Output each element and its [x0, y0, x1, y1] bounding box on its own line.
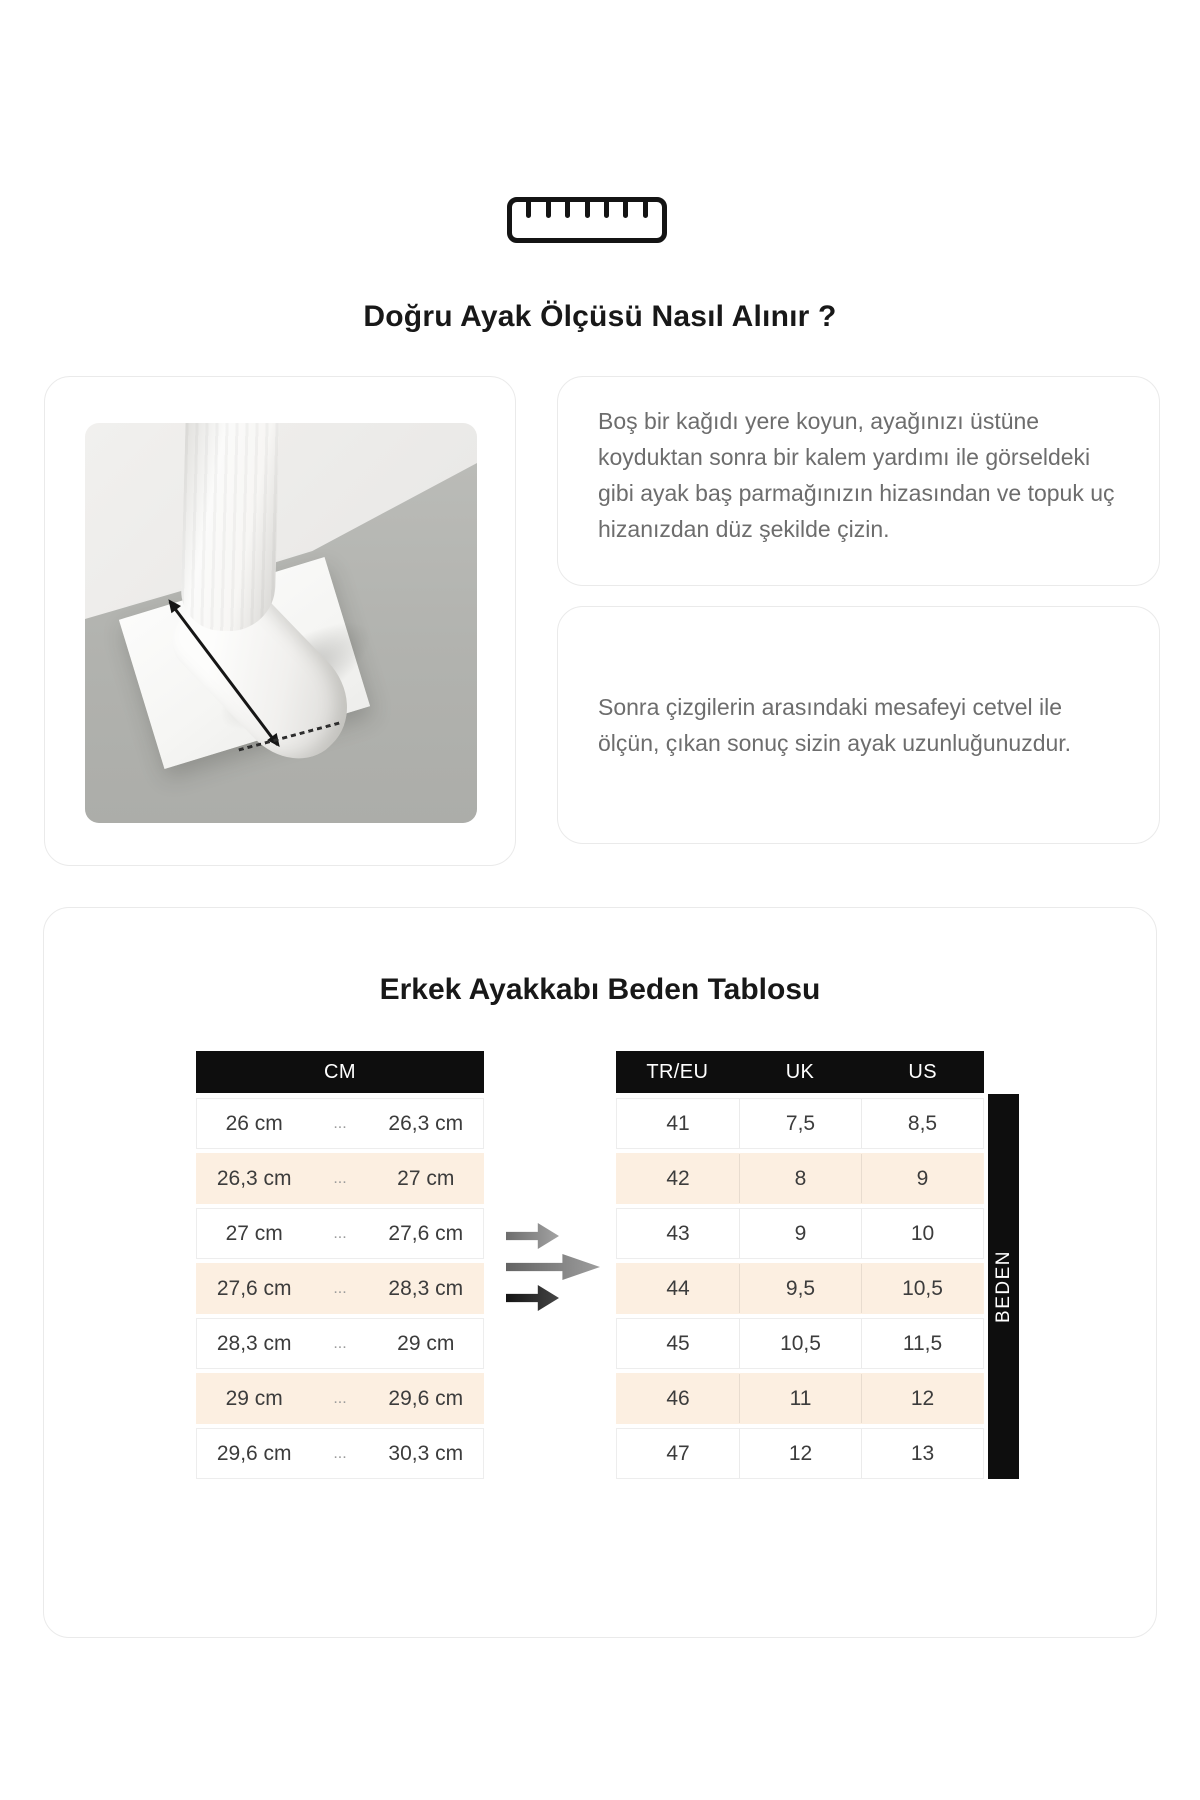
size-uk-value: 11 — [739, 1374, 861, 1423]
size-treu-value: 46 — [666, 1386, 690, 1410]
size-chart-card — [43, 907, 1157, 1638]
size-treu-value: 42 — [666, 1166, 690, 1190]
cm-from-value: 27,6 cm — [216, 1276, 292, 1300]
ruler-tick — [585, 202, 590, 218]
ruler-tick — [565, 202, 570, 218]
cm-separator: ... — [333, 1224, 347, 1242]
size-us-value: 12 — [861, 1374, 983, 1423]
cm-separator: ... — [333, 1444, 347, 1462]
size-us-value: 10 — [861, 1209, 983, 1258]
size-header-us: US — [908, 1060, 937, 1083]
cm-from-value: 26 cm — [225, 1111, 283, 1135]
cm-separator: ... — [333, 1279, 347, 1297]
size-table-row — [616, 1263, 984, 1314]
cm-from-value: 28,3 cm — [216, 1331, 292, 1355]
cm-table — [196, 1051, 484, 1483]
size-table-row — [616, 1098, 984, 1149]
size-header-uk: UK — [785, 1060, 815, 1083]
cm-to-value: 27 cm — [397, 1166, 455, 1190]
ruler-icon — [507, 197, 667, 243]
beden-label: BEDEN — [992, 1250, 1014, 1323]
size-treu-value: 45 — [666, 1331, 690, 1355]
size-us-value: 9 — [861, 1154, 983, 1203]
size-header-treu: TR/EU — [646, 1060, 709, 1083]
cm-table-row — [196, 1153, 484, 1204]
size-us-value: 8,5 — [861, 1099, 983, 1148]
instruction-step-1 — [557, 376, 1160, 586]
foot-measurement-photo — [85, 423, 477, 823]
size-table-row — [616, 1373, 984, 1424]
cm-from-value: 29 cm — [225, 1386, 283, 1410]
instruction-step-2-text: Sonra çizgilerin arasındaki mesafeyi cetvel ile ölçün, çıkan sonuç sizin ayak uzunluğunuzdur. — [598, 694, 1072, 756]
size-us-value: 10,5 — [861, 1264, 983, 1313]
instruction-step-1-text: Boş bir kağıdı yere koyun, ayağınızı üstüne koyduktan sonra bir kalem yardımı ile görseldeki gibi ayak baş parmağınızın hizasından ve topuk uç hizanızdan düz şekilde çizin. — [598, 408, 1115, 542]
ruler-tick — [546, 202, 551, 218]
size-uk-value: 9,5 — [739, 1264, 861, 1313]
cm-separator: ... — [333, 1169, 347, 1187]
size-us-value: 11,5 — [861, 1319, 983, 1368]
size-table-row — [616, 1428, 984, 1479]
cm-table-row — [196, 1318, 484, 1369]
size-chart-title: Erkek Ayakkabı Beden Tablosu — [379, 972, 821, 1006]
cm-to-value: 26,3 cm — [388, 1111, 464, 1135]
cm-from-value: 27 cm — [225, 1221, 283, 1245]
size-table — [616, 1051, 984, 1483]
ruler-tick — [526, 202, 531, 218]
cm-separator: ... — [333, 1114, 347, 1132]
ruler-tick — [643, 202, 648, 218]
cm-to-value: 29 cm — [397, 1331, 455, 1355]
arrow-right-icon — [506, 1285, 559, 1311]
size-table-row — [616, 1318, 984, 1369]
arrow-right-icon — [506, 1223, 559, 1249]
size-treu-value: 41 — [666, 1111, 690, 1135]
beden-vertical-bar — [988, 1094, 1019, 1479]
cm-table-row — [196, 1208, 484, 1259]
cm-table-row — [196, 1373, 484, 1424]
cm-header-label: CM — [324, 1060, 356, 1083]
size-table-row — [616, 1208, 984, 1259]
arrow-right-icon — [506, 1254, 600, 1280]
cm-to-value: 29,6 cm — [388, 1386, 464, 1410]
ruler-tick — [604, 202, 609, 218]
cm-to-value: 27,6 cm — [388, 1221, 464, 1245]
cm-table-row — [196, 1098, 484, 1149]
cm-table-row — [196, 1263, 484, 1314]
ruler-tick — [623, 202, 628, 218]
page-title: Doğru Ayak Ölçüsü Nasıl Alınır ? — [363, 300, 837, 334]
foot-photo-card — [44, 376, 516, 866]
cm-separator: ... — [333, 1334, 347, 1352]
size-treu-value: 47 — [666, 1441, 690, 1465]
cm-from-value: 29,6 cm — [216, 1441, 292, 1465]
size-treu-value: 43 — [666, 1221, 690, 1245]
size-uk-value: 12 — [739, 1429, 861, 1478]
cm-to-value: 28,3 cm — [388, 1276, 464, 1300]
size-table-body — [616, 1098, 984, 1479]
size-table-row — [616, 1153, 984, 1204]
cm-from-value: 26,3 cm — [216, 1166, 292, 1190]
size-uk-value: 8 — [739, 1154, 861, 1203]
size-uk-value: 7,5 — [739, 1099, 861, 1148]
size-table-header — [616, 1051, 984, 1093]
size-uk-value: 9 — [739, 1209, 861, 1258]
cm-table-row — [196, 1428, 484, 1479]
cm-table-header — [196, 1051, 484, 1093]
instruction-step-2 — [557, 606, 1160, 844]
size-us-value: 13 — [861, 1429, 983, 1478]
cm-separator: ... — [333, 1389, 347, 1407]
cm-table-body — [196, 1098, 484, 1479]
cm-to-value: 30,3 cm — [388, 1441, 464, 1465]
photo-sock-leg — [180, 423, 280, 632]
size-uk-value: 10,5 — [739, 1319, 861, 1368]
size-treu-value: 44 — [666, 1276, 690, 1300]
